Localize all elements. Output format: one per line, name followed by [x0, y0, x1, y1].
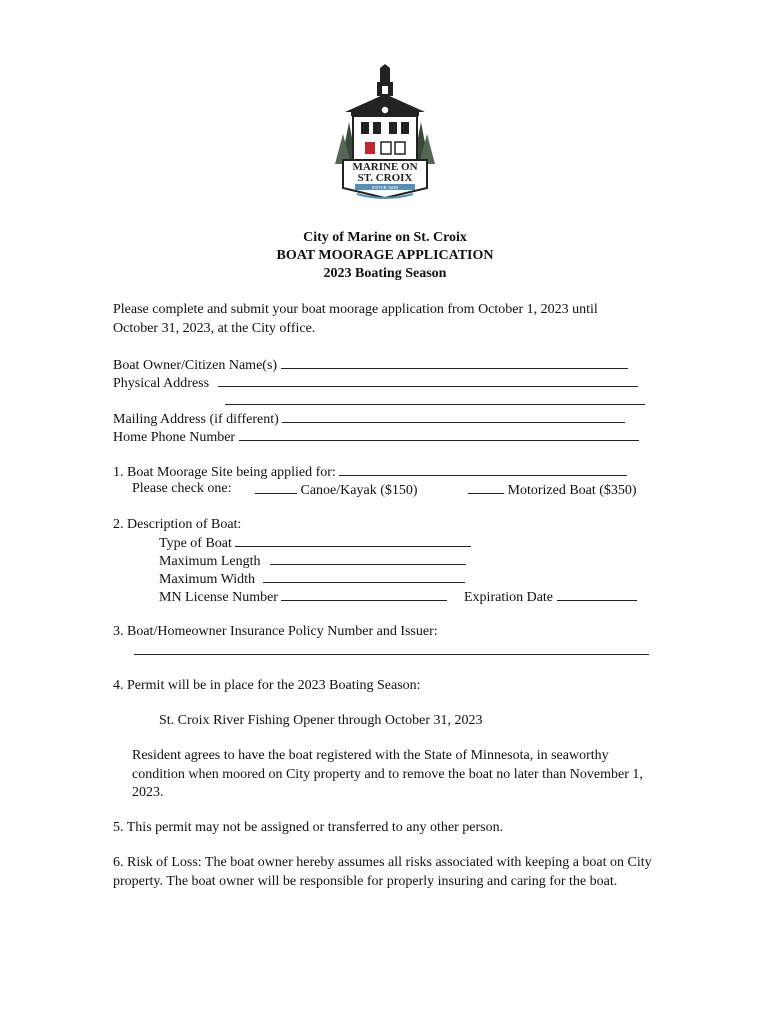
- canoe-kayak-label: Canoe/Kayak ($150): [300, 483, 418, 498]
- item-1-label: 1. Boat Moorage Site being applied for:: [113, 465, 336, 480]
- physical-address-label: Physical Address: [113, 376, 210, 391]
- home-phone-label: Home Phone Number: [113, 430, 236, 445]
- boat-type-label: Type of Boat: [159, 536, 232, 551]
- item-2-label: 2. Description of Boat:: [113, 517, 242, 532]
- boat-type-field[interactable]: [159, 533, 471, 553]
- item-6-risk-of-loss: 6. Risk of Loss: The boat owner hereby assumes all risks associated with keeping a boat on City property. The boat owner will be responsible for properly insuring and caring for the boat.: [113, 855, 652, 889]
- document-title: [0, 229, 770, 283]
- max-length-blank[interactable]: [270, 551, 466, 565]
- mailing-address-field[interactable]: [113, 409, 625, 429]
- physical-address-field[interactable]: [113, 373, 638, 393]
- form-title: BOAT MOORAGE APPLICATION: [276, 248, 494, 263]
- home-phone-field[interactable]: [113, 427, 639, 447]
- item-3-label: 3. Boat/Homeowner Insurance Policy Number and Issuer:: [113, 624, 438, 639]
- physical-address-blank[interactable]: [218, 373, 638, 387]
- owner-name-field[interactable]: [113, 355, 628, 375]
- expiration-date-blank[interactable]: [557, 587, 637, 601]
- license-number-field[interactable]: [159, 587, 447, 607]
- motorized-boat-checkbox[interactable]: [468, 480, 504, 494]
- season-title: 2023 Boating Season: [323, 266, 447, 281]
- resident-agreement: Resident agrees to have the boat registered with the State of Minnesota, in seaworthy condition when moored on City property and to remove the boat no later than November 1, 2023.: [132, 748, 643, 800]
- license-number-label: MN License Number: [159, 590, 278, 605]
- canoe-kayak-option[interactable]: [255, 480, 418, 500]
- license-number-blank[interactable]: [281, 587, 447, 601]
- permit-period: St. Croix River Fishing Opener through October 31, 2023: [159, 713, 483, 728]
- mailing-address-label: Mailing Address (if different): [113, 412, 279, 427]
- motorized-boat-option[interactable]: [468, 480, 637, 500]
- city-logo: [327, 64, 443, 202]
- max-width-blank[interactable]: [263, 569, 465, 583]
- expiration-date-label: Expiration Date: [464, 590, 554, 605]
- logo-name-line1: MARINE ON: [352, 161, 418, 173]
- physical-address-blank-2[interactable]: [225, 391, 645, 405]
- max-width-label: Maximum Width: [159, 572, 256, 587]
- logo-name-line2: ST. CROIX: [357, 172, 413, 184]
- boat-type-blank[interactable]: [235, 533, 471, 547]
- motorized-boat-label: Motorized Boat ($350): [507, 483, 637, 498]
- mailing-address-blank[interactable]: [282, 409, 625, 423]
- red-door-icon: [365, 142, 375, 154]
- item-4-label: 4. Permit will be in place for the 2023 Boating Season:: [113, 678, 421, 693]
- item-5-label: 5. This permit may not be assigned or transferred to any other person.: [113, 820, 504, 835]
- owner-name-blank[interactable]: [281, 355, 628, 369]
- physical-address-line2[interactable]: [225, 391, 645, 411]
- intro-text: Please complete and submit your boat moorage application from October 1, 2023 until October 31, 2023, at the City office.: [113, 302, 598, 336]
- max-length-field[interactable]: [159, 551, 466, 571]
- home-phone-blank[interactable]: [239, 427, 639, 441]
- expiration-date-field[interactable]: [464, 587, 637, 607]
- city-name: City of Marine on St. Croix: [303, 230, 467, 245]
- moorage-site-blank[interactable]: [339, 462, 627, 476]
- canoe-kayak-checkbox[interactable]: [255, 480, 297, 494]
- max-length-label: Maximum Length: [159, 554, 261, 569]
- logo-established: ESTAB 1839: [372, 185, 398, 190]
- insurance-field[interactable]: [134, 641, 649, 661]
- insurance-blank[interactable]: [134, 641, 649, 655]
- owner-name-label: Boat Owner/Citizen Name(s): [113, 358, 278, 373]
- max-width-field[interactable]: [159, 569, 465, 589]
- item-1: [113, 462, 627, 482]
- item-1-check-label: Please check one:: [132, 481, 232, 496]
